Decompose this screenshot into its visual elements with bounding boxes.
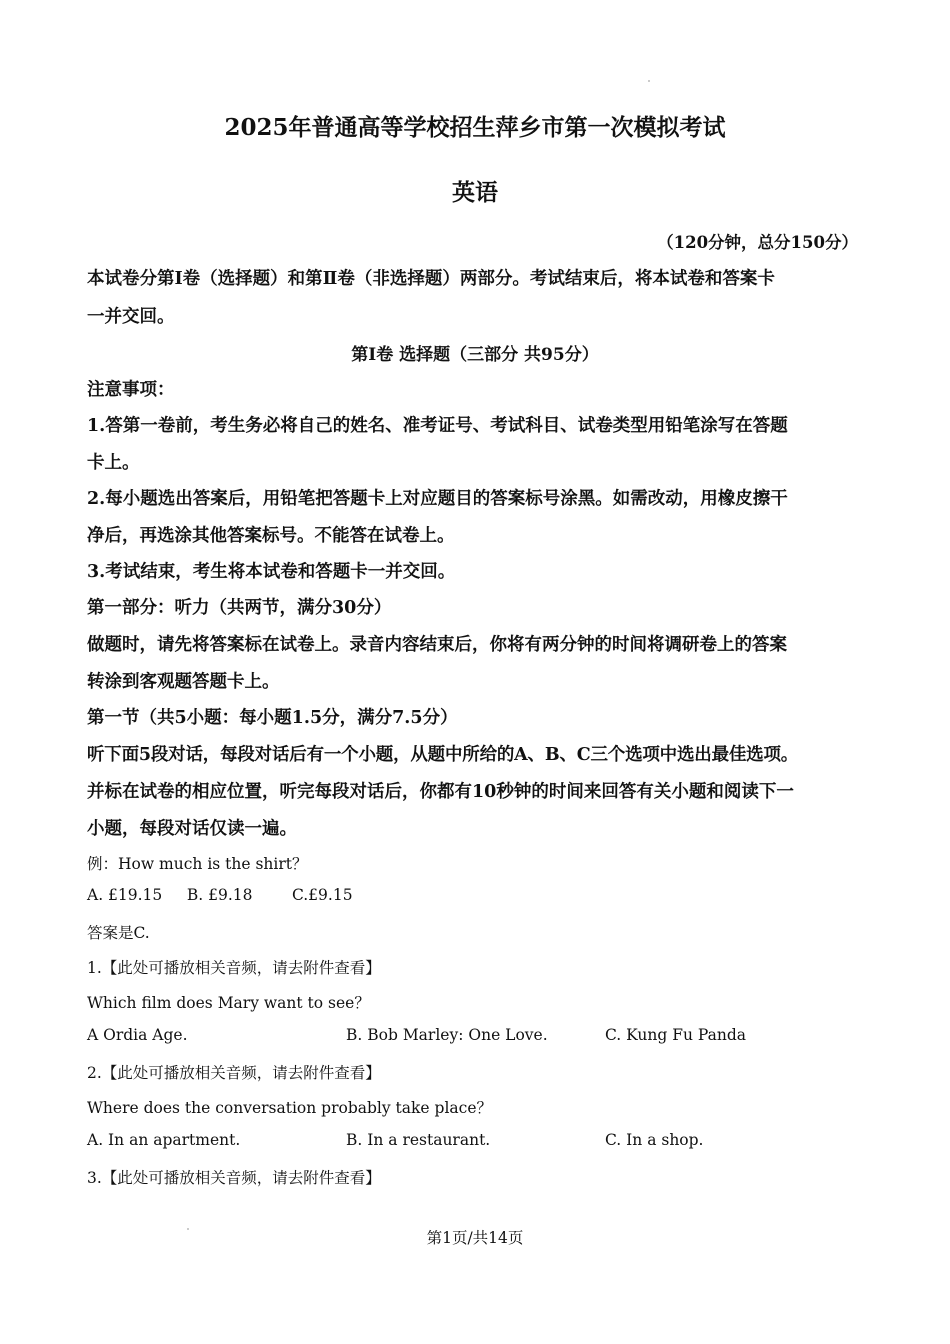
intro-line-1: 本试卷分第Ⅰ卷（选择题）和第Ⅱ卷（非选择题）两部分。考试结束后，将本试卷和答案卡	[87, 269, 775, 289]
q2-option-b: B. In a restaurant.	[346, 1131, 491, 1149]
q1-option-a: A Ordia Age.	[87, 1026, 188, 1044]
intro-line-2: 一并交回。	[87, 307, 175, 327]
q2-text: Where does the conversation probably take place？	[87, 1099, 492, 1117]
note-1-line-2: 卡上。	[87, 453, 140, 473]
part1-instr-line-1: 做题时，请先将答案标在试卷上。录音内容结束后，你将有两分钟的时间将调研卷上的答案	[87, 635, 787, 655]
note-3: 3.考试结束，考生将本试卷和答题卡一并交回。	[87, 562, 456, 582]
q1-option-b: B. Bob Marley: One Love.	[346, 1026, 548, 1044]
q2-option-c: C. In a shop.	[605, 1131, 704, 1149]
section-title: 第Ⅰ卷 选择题（三部分 共95分）	[351, 345, 599, 365]
example-answer: 答案是C.	[87, 924, 150, 942]
q2-audio: 2.【此处可播放相关音频，请去附件查看】	[87, 1064, 381, 1082]
note-1-line-1: 1.答第一卷前，考生务必将自己的姓名、准考证号、考试科目、试卷类型用铅笔涂写在答题	[87, 416, 788, 436]
section1-instr-line-1: 听下面5段对话，每段对话后有一个小题，从题中所给的A、B、C三个选项中选出最佳选项。	[87, 745, 799, 765]
part1-heading: 第一部分：听力（共两节，满分30分）	[87, 598, 392, 618]
duration-note: （120分钟，总分150分）	[657, 233, 858, 252]
scan-dot	[648, 80, 650, 82]
example-question: 例：How much is the shirt？	[87, 855, 308, 873]
q1-option-c: C. Kung Fu Panda	[605, 1026, 746, 1044]
section1-instr-line-3: 小题，每段对话仅读一遍。	[87, 819, 297, 839]
notes-heading: 注意事项：	[87, 380, 175, 400]
part1-instr-line-2: 转涂到客观题答题卡上。	[87, 672, 280, 692]
example-options: A. £19.15 B. £9.18 C.£9.15	[87, 886, 353, 904]
page-footer: 第1页/共14页	[426, 1229, 524, 1247]
note-2-line-1: 2.每小题选出答案后，用铅笔把答题卡上对应题目的答案标号涂黑。如需改动，用橡皮擦干	[87, 489, 788, 509]
section1-heading: 第一节（共5小题：每小题1.5分，满分7.5分）	[87, 708, 458, 728]
note-2-line-2: 净后，再选涂其他答案标号。不能答在试卷上。	[87, 526, 455, 546]
q1-text: Which film does Mary want to see？	[87, 994, 370, 1012]
q1-audio: 1.【此处可播放相关音频，请去附件查看】	[87, 959, 381, 977]
q2-option-a: A. In an apartment.	[87, 1131, 241, 1149]
section1-instr-line-2: 并标在试卷的相应位置，听完每段对话后，你都有10秒钟的时间来回答有关小题和阅读下一	[87, 782, 794, 802]
subject-title: 英语	[452, 179, 498, 206]
q3-audio: 3.【此处可播放相关音频，请去附件查看】	[87, 1169, 381, 1187]
exam-title: 2025年普通高等学校招生萍乡市第一次模拟考试	[224, 114, 726, 141]
